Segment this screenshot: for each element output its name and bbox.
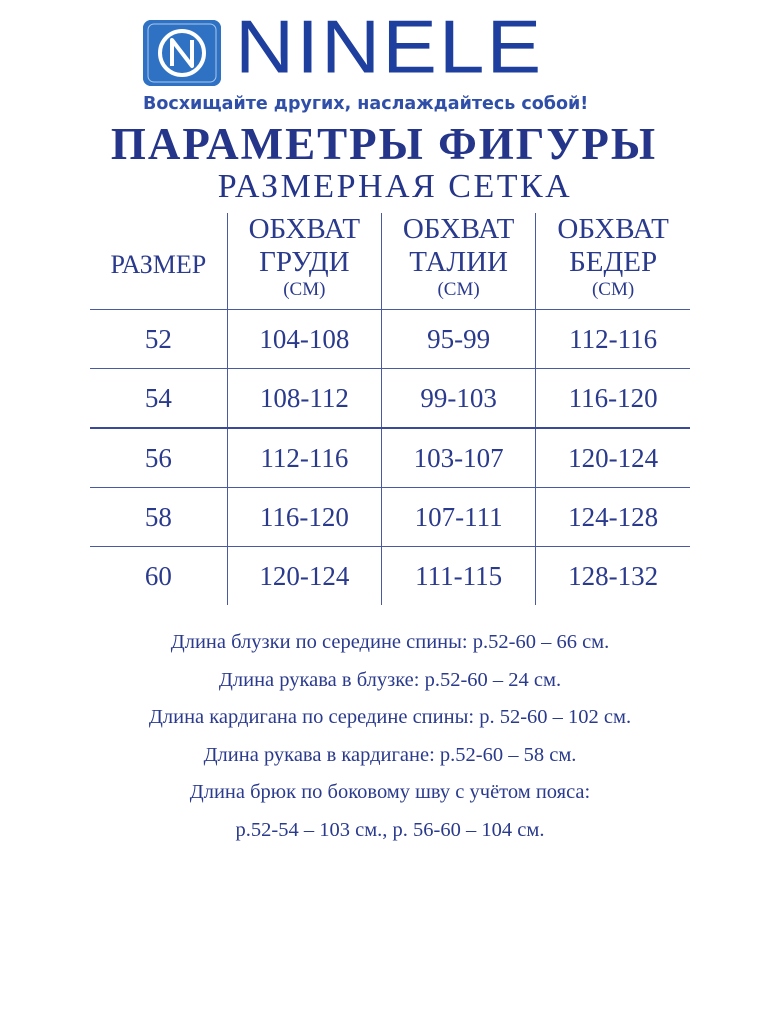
header-unit: (СМ) (283, 279, 326, 300)
cell-waist: 103-107 (381, 428, 535, 488)
cell-chest: 108-112 (227, 369, 381, 429)
page-title: ПАРАМЕТРЫ ФИГУРЫ (110, 119, 658, 169)
header-label: ОБХВАТ (248, 213, 361, 245)
table-row (90, 310, 690, 369)
header-hips (536, 213, 690, 310)
cell-size: 54 (90, 369, 227, 429)
cell-size: 60 (144, 560, 172, 591)
header-label: ОБХВАТ (402, 213, 515, 245)
header-chest (227, 213, 381, 310)
brand-name: NINELE (235, 5, 544, 90)
table-row (90, 488, 690, 547)
table-row (90, 547, 690, 606)
header-label: ГРУДИ (259, 246, 350, 278)
header-unit: (СМ) (437, 279, 480, 300)
header-size (90, 213, 227, 310)
header-unit: (СМ) (591, 279, 635, 300)
header-label: РАЗМЕР (110, 250, 207, 279)
note-line: Длина рукава в кардигане: р.52-60 – 58 см. (203, 743, 577, 766)
page-subtitle: РАЗМЕРНАЯ СЕТКА (217, 168, 573, 205)
cell-chest: 112-116 (227, 428, 381, 488)
note-line: Длина брюк по боковому шву с учётом пояса: (189, 781, 591, 804)
table-row (90, 369, 690, 429)
cell-chest: 116-120 (227, 488, 381, 547)
table-header-row (90, 213, 690, 310)
cell-hips: 116-120 (536, 369, 690, 429)
cell-size: 52 (90, 310, 227, 369)
note-line: Длина рукава в блузке: р.52-60 – 24 см. (218, 668, 562, 691)
note-line: Длина кардигана по середине спины: р. 52-60 – 102 см. (148, 706, 632, 729)
cell-hips: 120-124 (536, 428, 690, 488)
header-label: ТАЛИИ (409, 246, 508, 278)
cell-size: 56 (90, 428, 227, 488)
measurement-notes (0, 624, 768, 850)
brand-tagline: Восхищайте других, наслаждайтесь собой! (143, 94, 589, 114)
header-label: БЕДЕР (569, 246, 658, 278)
cell-waist: 95-99 (381, 310, 535, 369)
cell-hips: 112-116 (536, 310, 690, 369)
cell-waist: 107-111 (381, 488, 535, 547)
cell-waist: 99-103 (381, 369, 535, 429)
cell-size: 58 (90, 488, 227, 547)
header-waist (381, 213, 535, 310)
cell-waist: 111-115 (381, 547, 535, 606)
cell-chest: 104-108 (227, 310, 381, 369)
brand-logo (143, 5, 633, 120)
size-table (90, 213, 690, 605)
note-line: Длина блузки по середине спины: р.52-60 – 66 см. (170, 631, 610, 653)
cell-chest: 120-124 (227, 547, 381, 606)
header-label: ОБХВАТ (557, 213, 669, 245)
table-row (90, 428, 690, 488)
cell-hips: 128-132 (536, 547, 690, 606)
note-line: р.52-54 – 103 см., р. 56-60 – 104 см. (235, 818, 545, 841)
cell-hips: 124-128 (536, 488, 690, 547)
n-monogram-icon (143, 20, 221, 86)
